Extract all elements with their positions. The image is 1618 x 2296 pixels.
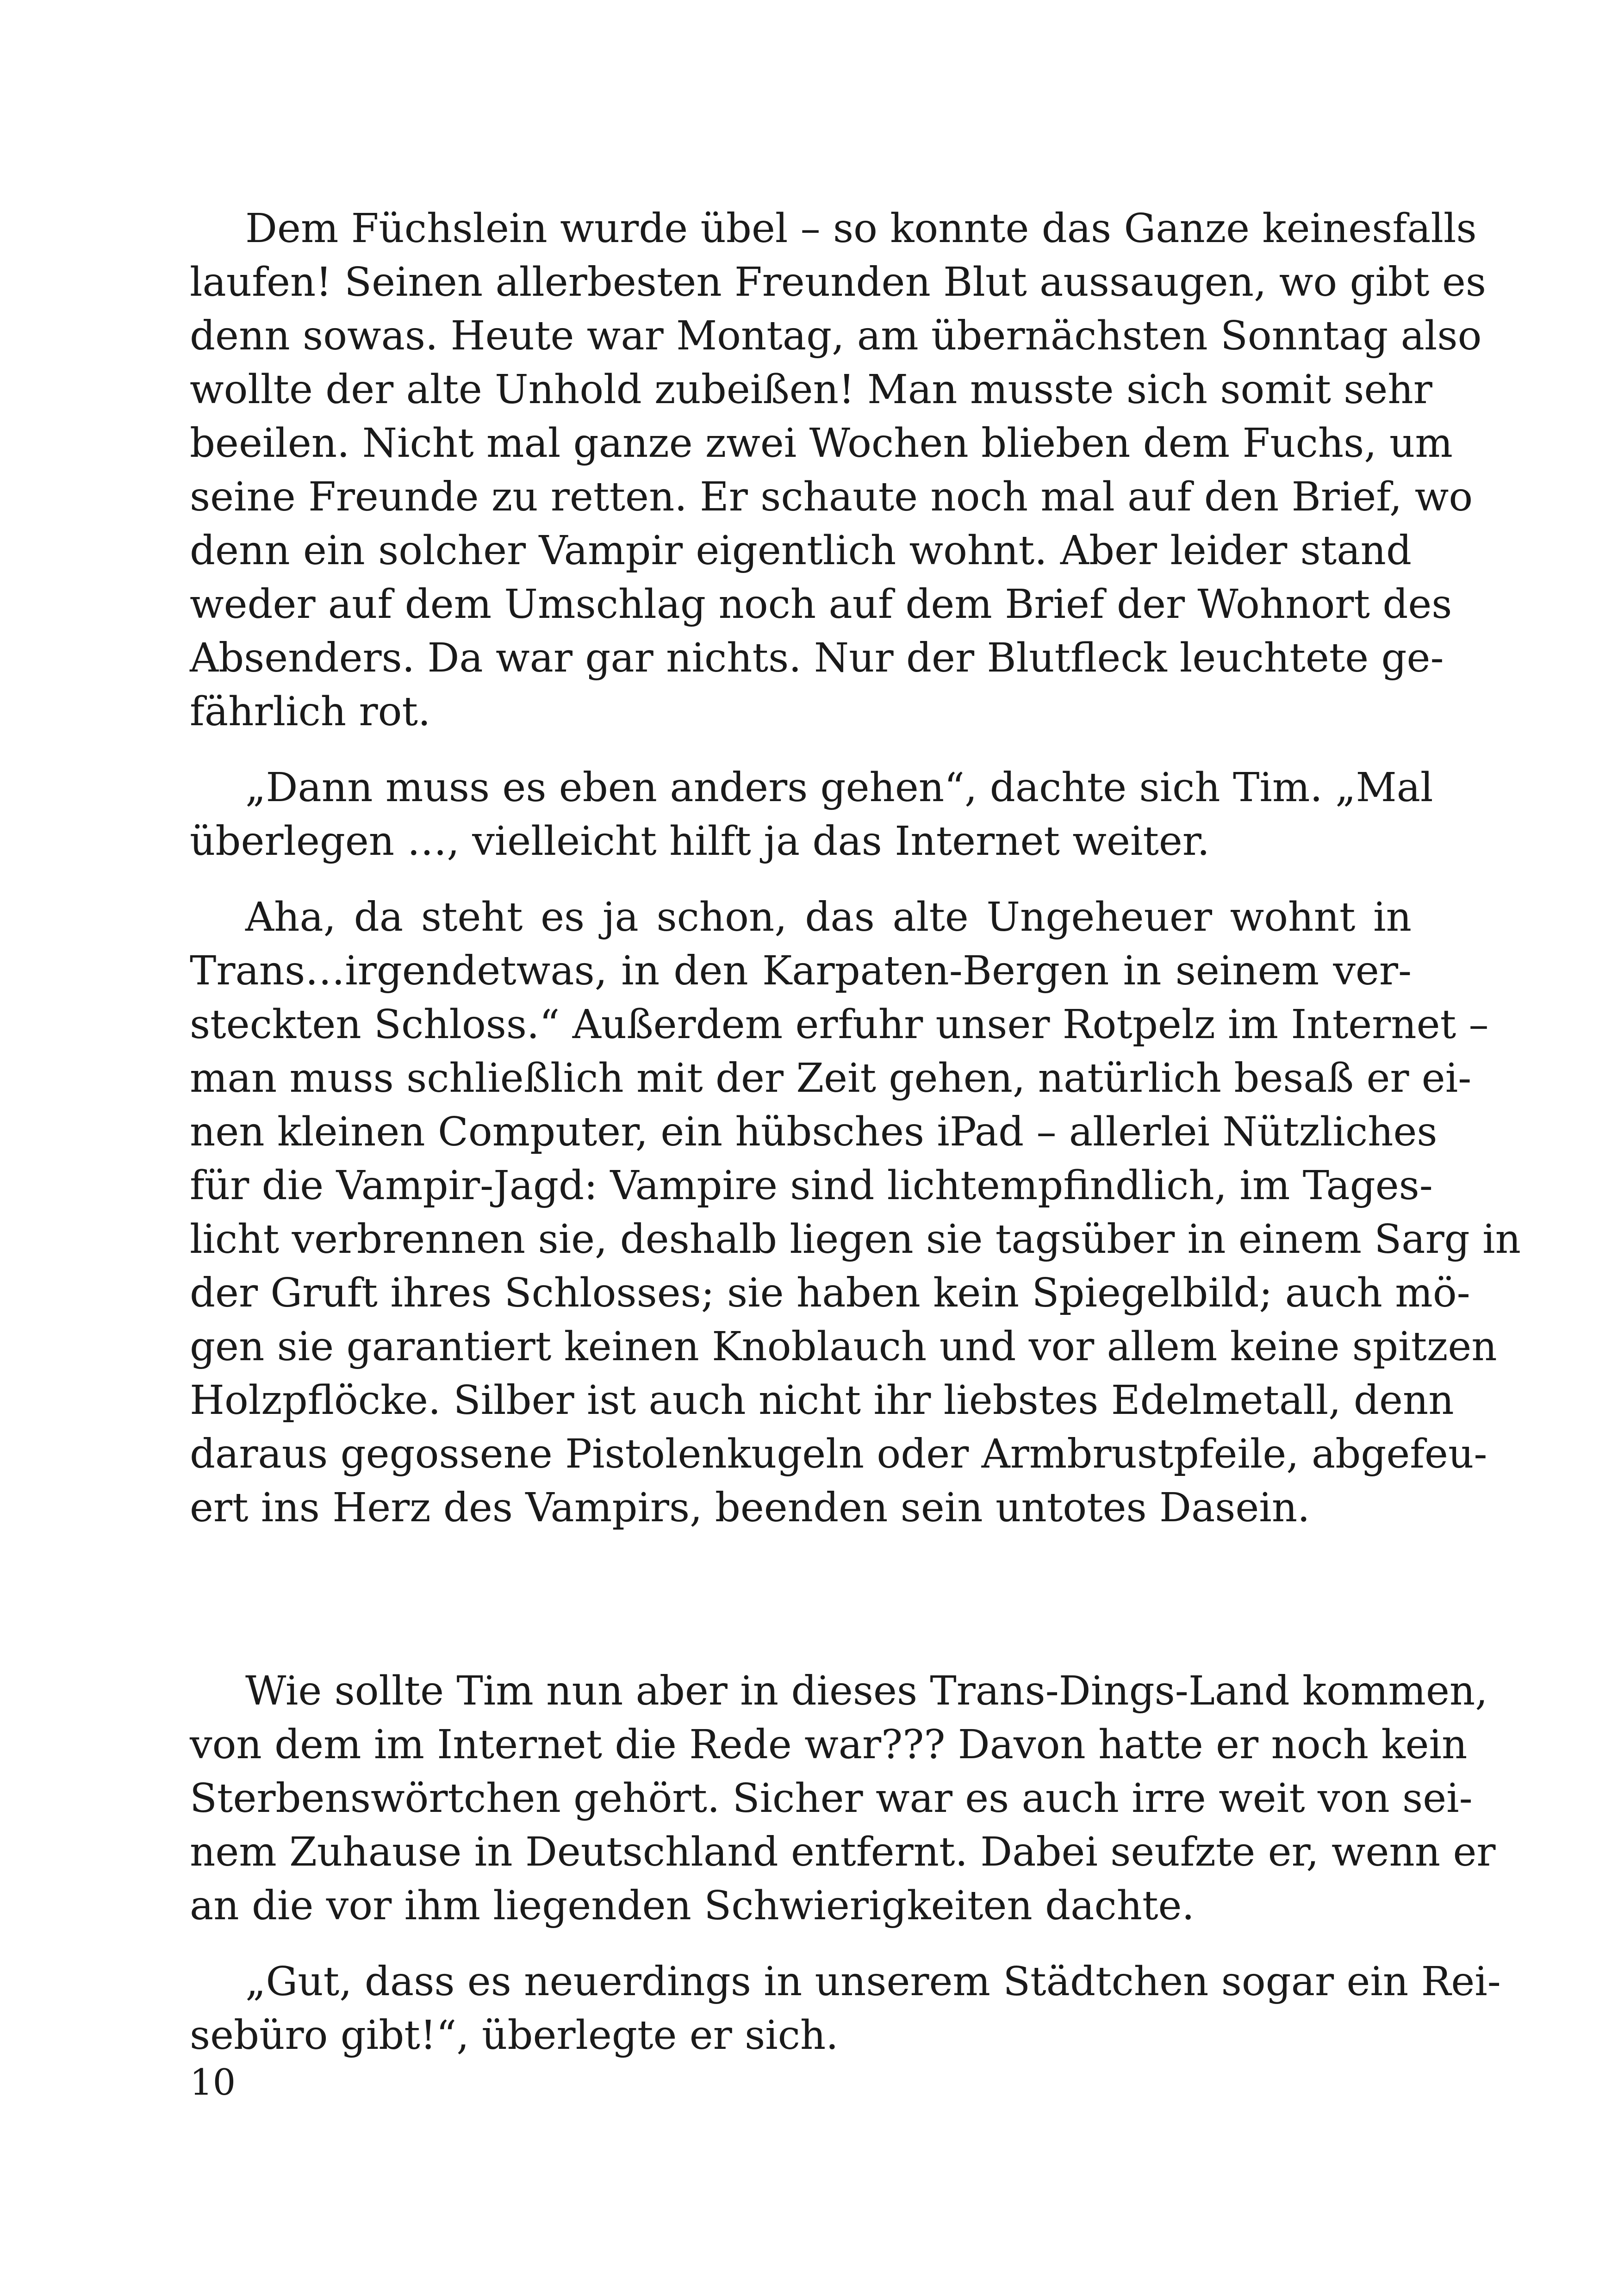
text-line: sebüro gibt!“, überlegte er sich. [190, 2012, 839, 2059]
text-line: seine Freunde zu retten. Er schaute noch mal auf den Brief, wo [190, 474, 1473, 520]
text-line: Aha, da steht es ja schon, das alte Ungeheuer wohnt in [245, 894, 1412, 940]
text-line: an die vor ihm liegenden Schwierigkeiten dachte. [190, 1883, 1195, 1929]
paragraph-5 [190, 1955, 1501, 2062]
text-line: überlegen …, vielleicht hilft ja das Internet weiter. [190, 818, 1210, 865]
text-line: Holzpflöcke. Silber ist auch nicht ihr liebstes Edelmetall, denn [190, 1377, 1454, 1424]
text-line: „Dann muss es eben anders gehen“, dachte sich Tim. „Mal [245, 765, 1433, 811]
text-line: daraus gegossene Pistolenkugeln oder Armbrustpfeile, abgefeu- [190, 1431, 1487, 1477]
text-line: steckten Schloss.“ Außerdem erfuhr unser Rotpelz im Internet – [190, 1002, 1489, 1048]
text-line: Sterbenswörtchen gehört. Sicher war es auch irre weit von sei- [190, 1775, 1473, 1822]
text-line: fährlich rot. [190, 689, 431, 735]
text-line: nem Zuhause in Deutschland entfernt. Dabei seufzte er, wenn er [190, 1829, 1496, 1875]
text-line: licht verbrennen sie, deshalb liegen sie tagsüber in einem Sarg in [190, 1216, 1521, 1263]
text-line: laufen! Seinen allerbesten Freunden Blut aussaugen, wo gibt es [190, 259, 1487, 305]
text-line: wollte der alte Unhold zubeißen! Man musste sich somit sehr [190, 367, 1432, 413]
text-line: denn sowas. Heute war Montag, am übernächsten Sonntag also [190, 313, 1482, 359]
text-line: man muss schließlich mit der Zeit gehen, natürlich besaß er ei- [190, 1055, 1472, 1101]
body-text [190, 202, 1521, 2062]
paragraph-2 [190, 761, 1433, 868]
paragraph-4 [190, 1664, 1496, 1933]
text-line: Dem Füchslein wurde übel – so konnte das Ganze keinesfalls [245, 205, 1477, 252]
text-line: beeilen. Nicht mal ganze zwei Wochen blieben dem Fuchs, um [190, 420, 1453, 467]
text-line: denn ein solcher Vampir eigentlich wohnt. Aber leider stand [190, 528, 1412, 574]
text-line: ert ins Herz des Vampirs, beenden sein untotes Dasein. [190, 1485, 1310, 1531]
text-line: „Gut, dass es neuerdings in unserem Städtchen sogar ein Rei- [245, 1959, 1501, 2005]
text-line: Trans…irgendetwas, in den Karpaten-Bergen in seinem ver- [190, 948, 1412, 994]
page-number: 10 [190, 2062, 236, 2103]
paragraph-3 [190, 890, 1521, 1535]
text-line: nen kleinen Computer, ein hübsches iPad – allerlei Nützliches [190, 1109, 1438, 1155]
text-line: Absenders. Da war gar nichts. Nur der Blutfleck leuchtete ge- [190, 635, 1444, 681]
text-line: der Gruft ihres Schlosses; sie haben kein Spiegelbild; auch mö- [190, 1270, 1470, 1316]
text-line: Wie sollte Tim nun aber in dieses Trans-Dings-Land kommen, [245, 1668, 1488, 1714]
text-line: weder auf dem Umschlag noch auf dem Brief der Wohnort des [190, 581, 1452, 628]
paragraph-1 [190, 202, 1487, 739]
text-line: für die Vampir-Jagd: Vampire sind lichtempfindlich, im Tages- [190, 1163, 1433, 1209]
text-line: von dem im Internet die Rede war??? Davon hatte er noch kein [190, 1722, 1468, 1768]
text-line: gen sie garantiert keinen Knoblauch und vor allem keine spitzen [190, 1324, 1497, 1370]
